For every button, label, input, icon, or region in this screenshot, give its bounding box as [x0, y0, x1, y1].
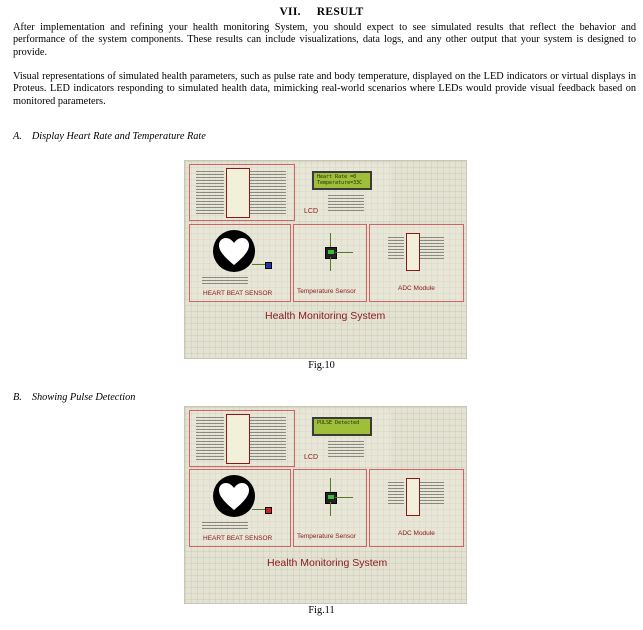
mcu-block	[189, 410, 295, 467]
mcu-pins-right	[250, 170, 286, 214]
temp-sensor-chip	[325, 492, 337, 504]
heart-icon	[218, 237, 250, 267]
section-heading	[0, 6, 643, 18]
adc-pins-left	[388, 235, 404, 259]
paragraph-visual: Visual representations of simulated health parameters, such as pulse rate and body temperature, displayed on the LED indicators or virtual displays in Proteus. LED indicators responding to simulated health data, mimicking real-world scenarios where LEDs would provide visual feedback based on monitored parameters.	[13, 71, 636, 107]
lcd-block	[297, 164, 391, 221]
temp-wire-bottom	[330, 257, 331, 271]
system-title: Health Monitoring System	[267, 557, 388, 569]
subsection-b-letter: B.	[13, 392, 22, 403]
heart-sensor-label: HEART BEAT SENSOR	[203, 535, 273, 542]
temp-sensor-chip	[325, 247, 337, 259]
heart-output-wire	[252, 264, 265, 265]
temp-sensor-block	[293, 224, 367, 302]
subsection-b-title: Showing Pulse Detection	[31, 392, 136, 403]
subsection-b-heading	[13, 392, 135, 403]
subsection-a-heading	[13, 131, 206, 142]
figure-10-schematic	[184, 160, 467, 359]
temp-sensor-block	[293, 469, 367, 547]
heart-output-wire	[252, 509, 265, 510]
figure-11-schematic	[184, 406, 467, 604]
adc-pins-right	[420, 480, 444, 504]
temp-sensor-label: Temperature Sensor	[297, 533, 356, 540]
temp-wire-out	[335, 252, 353, 253]
heart-output-probe	[265, 262, 272, 269]
mcu-chip	[226, 168, 250, 218]
mcu-pins-right	[250, 416, 286, 460]
temp-wire-top	[330, 233, 331, 247]
lcd-label: LCD	[304, 454, 319, 461]
adc-pins-right	[420, 235, 444, 259]
heart-sensor-pins	[202, 522, 248, 529]
lcd-line-1: Heart Rate =0	[317, 174, 357, 180]
lcd-pins	[328, 193, 364, 211]
adc-chip	[406, 478, 420, 516]
temp-wire-bottom	[330, 502, 331, 516]
heart-output-probe	[265, 507, 272, 514]
lcd-line-2: Temperature=33C	[317, 180, 363, 186]
temp-wire-out	[335, 497, 353, 498]
mcu-chip	[226, 414, 250, 464]
lcd-line-1: PULSE Detected	[317, 420, 360, 426]
mcu-pins-left	[196, 416, 224, 460]
adc-label: ADC Module	[398, 530, 435, 537]
mcu-block	[189, 164, 295, 221]
adc-chip	[406, 233, 420, 271]
section-number: VII.	[279, 6, 301, 18]
heart-sensor-block	[189, 469, 291, 547]
subsection-a-letter: A.	[13, 131, 22, 142]
adc-block	[369, 224, 464, 302]
lcd-block	[297, 410, 391, 467]
heart-sensor-block	[189, 224, 291, 302]
adc-label: ADC Module	[398, 285, 435, 292]
lcd-pins	[328, 439, 364, 457]
subsection-a-title: Display Heart Rate and Temperature Rate	[31, 131, 206, 142]
heart-icon	[218, 482, 250, 512]
lcd-display	[312, 171, 372, 190]
adc-block	[369, 469, 464, 547]
heart-sensor-label: HEART BEAT SENSOR	[203, 290, 273, 297]
adc-pins-left	[388, 480, 404, 504]
heart-sensor-pins	[202, 277, 248, 284]
mcu-pins-left	[196, 170, 224, 214]
paragraph-intro: After implementation and refining your health monitoring System, you should expect to see simulated results that reflect the behavior and performance of the system components. These results can include visualizations, data logs, and any other output that your system is designed to provide.	[13, 22, 636, 58]
section-title: RESULT	[316, 6, 364, 18]
temp-wire-top	[330, 478, 331, 492]
figure-11-caption: Fig.11	[308, 605, 335, 616]
figure-10-caption: Fig.10	[308, 360, 335, 371]
system-title: Health Monitoring System	[265, 310, 386, 322]
lcd-display	[312, 417, 372, 436]
lcd-label: LCD	[304, 208, 319, 215]
temp-sensor-label: Temperature Sensor	[297, 288, 356, 295]
